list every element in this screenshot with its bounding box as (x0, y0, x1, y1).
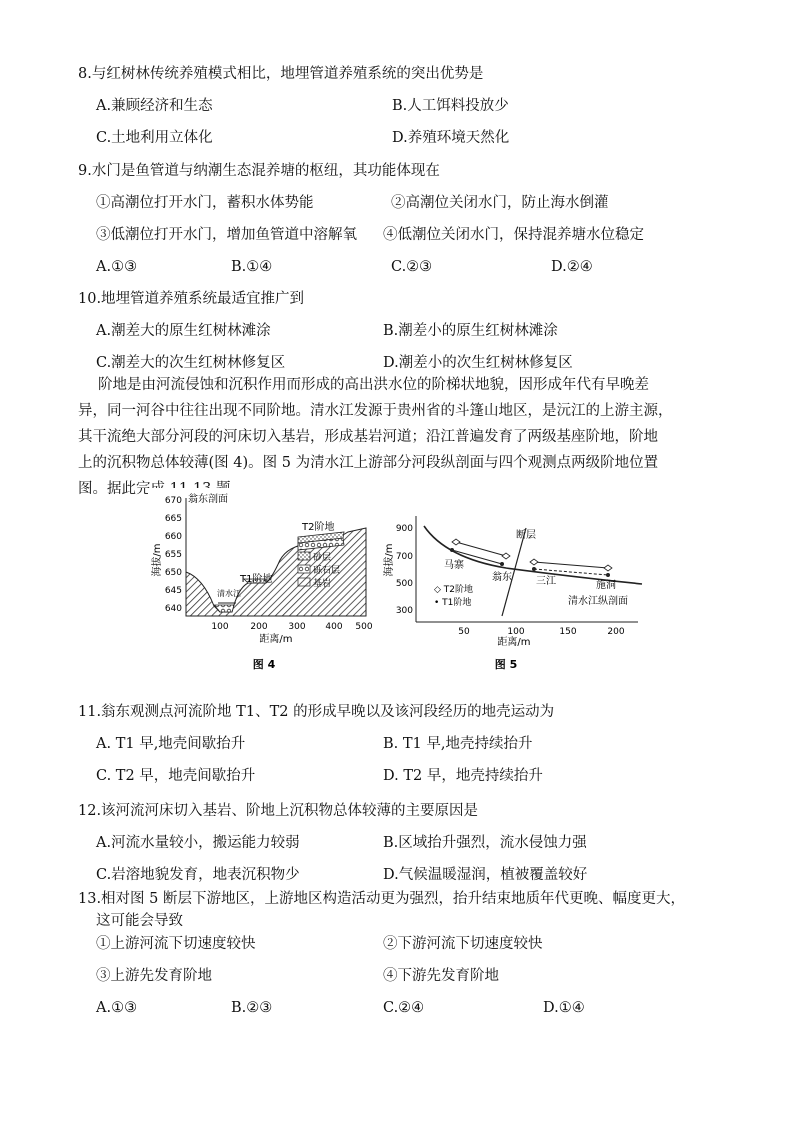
q13-statement-2: ②下游河流下切速度较快 (383, 936, 543, 952)
fig5-legend-t1: • T1阶地 (434, 598, 472, 608)
figure-4 (148, 488, 380, 678)
fig4-title: 翁东剖面 (188, 494, 228, 505)
q13-option-a: A.①③ (96, 1000, 138, 1016)
q10-option-d: D.潮差小的次生红树林修复区 (383, 355, 573, 371)
fig5-t2-downstream (534, 562, 608, 568)
fig4-ytick: 665 (164, 514, 182, 524)
question-13-stem-cont: 这可能会导致 (96, 913, 183, 929)
q11-option-a: A. T1 早,地壳间歇抬升 (96, 736, 246, 752)
fig4-xlabel: 距离/m (259, 634, 293, 645)
fig5-t1-point (500, 562, 504, 566)
fig5-t1-point (606, 573, 610, 577)
q9-statement-3: ③低潮位打开水门，增加鱼管道中溶解氧 (96, 227, 357, 243)
fig4-ytick: 655 (164, 550, 182, 560)
fig5-xtick: 200 (607, 627, 625, 637)
fig4-xtick: 100 (211, 622, 229, 632)
fig4-river-label: 清水江 (217, 589, 241, 598)
fig4-t2-label: T2阶地 (302, 522, 335, 533)
fig4-ytick: 650 (164, 568, 182, 578)
q12-option-d: D.气候温暖湿润，植被覆盖较好 (383, 867, 588, 883)
q12-option-b: B.区域抬升强烈，流水侵蚀力强 (383, 835, 587, 851)
q8-option-a: A.兼顾经济和生态 (96, 98, 213, 114)
q12-option-a: A.河流水量较小，搬运能力较弱 (96, 835, 300, 851)
fig5-site-wengdong: 翁东 (492, 572, 512, 583)
fig4-ytick: 645 (164, 586, 182, 596)
passage-line: 图。据此完成 11-13 题。 (78, 481, 246, 497)
fig5-ytick: 300 (395, 606, 413, 616)
q10-option-b: B.潮差小的原生红树林滩涂 (383, 323, 558, 339)
q9-statement-1: ①高潮位打开水门，蓄积水体势能 (96, 195, 314, 211)
passage-line: 阶地是由河流侵蚀和沉积作用而形成的高出洪水位的阶梯状地貌，因形成年代有早晚差 (98, 377, 649, 393)
fig5-caption: 图 5 (494, 658, 518, 671)
fig4-ytick: 660 (164, 532, 182, 542)
fig5-xtick: 100 (507, 627, 525, 637)
fig5-t2-point (604, 565, 612, 571)
fig4-xtick: 300 (288, 622, 306, 632)
fig4-t1-label: T1阶地 (240, 574, 273, 585)
q13-option-c: C.②④ (383, 1000, 425, 1016)
question-11-stem: 11.翁东观测点河流阶地 T1、T2 的形成早晚以及该河段经历的地壳运动为 (78, 704, 555, 720)
q9-statement-4: ④低潮位关闭水门，保持混养塘水位稳定 (383, 227, 644, 243)
fig5-ytick: 900 (395, 524, 413, 534)
q11-option-b: B. T1 早,地壳持续抬升 (383, 736, 533, 752)
fig5-fault-label: 断层 (516, 530, 536, 541)
fig5-legend-t2: ◇ T2阶地 (434, 585, 474, 595)
fig5-xtick: 150 (559, 627, 577, 637)
fig5-site-shidong: 施洞 (596, 580, 616, 591)
fig5-ylabel: 海拔/m (384, 543, 395, 577)
fig5-ytick: 700 (395, 552, 413, 562)
passage-line: 异，同一河谷中往往出现不同阶地。清水江发源于贵州省的斗篷山地区，是沅江的上游主源， (78, 403, 673, 419)
q13-statement-3: ③上游先发育阶地 (96, 968, 212, 984)
fig4-xtick: 400 (325, 622, 343, 632)
fig4-xtick: 500 (355, 622, 373, 632)
q11-option-d: D. T2 早，地壳持续抬升 (383, 768, 543, 784)
q13-option-d: D.①④ (543, 1000, 585, 1016)
fig5-t2-upstream (456, 542, 506, 556)
fig4-legend-gravel: 砾石层 (313, 566, 341, 576)
q13-option-b: B.②③ (231, 1000, 273, 1016)
q8-option-c: C.土地利用立体化 (96, 130, 213, 146)
fig4-ylabel: 海拔/m (152, 543, 163, 577)
fig5-xlabel: 距离/m (497, 637, 531, 648)
q9-statement-2: ②高潮位关闭水门，防止海水倒灌 (391, 195, 609, 211)
q9-option-d: D.②④ (551, 259, 593, 275)
fig4-legend-sand: 砂层 (313, 553, 332, 563)
passage-line: 上的沉积物总体较薄(图 4)。图 5 为清水江上游部分河段纵剖面与四个观测点两级阶地位置 (78, 455, 659, 471)
q11-option-c: C. T2 早，地壳间歇抬升 (96, 768, 256, 784)
question-8-stem: 8.与红树林传统养殖模式相比，地埋管道养殖系统的突出优势是 (78, 66, 484, 82)
fig4-xtick: 200 (250, 622, 268, 632)
question-10-stem: 10.地埋管道养殖系统最适宜推广到 (78, 291, 305, 307)
fig5-t1-point (532, 567, 536, 571)
q10-option-c: C.潮差大的次生红树林修复区 (96, 355, 286, 371)
fig4-legend-gravel-swatch (298, 565, 310, 573)
q9-option-b: B.①④ (231, 259, 273, 275)
passage (78, 372, 733, 502)
fig5-t2-point (530, 559, 538, 565)
fig4-caption: 图 4 (252, 658, 276, 671)
fig4-legend-rock-swatch (298, 578, 310, 586)
q8-option-d: D.养殖环境天然化 (392, 130, 510, 146)
fig4-legend-rock: 基岩 (313, 579, 332, 589)
figure-5 (386, 488, 644, 678)
q8-option-b: B.人工饵料投放少 (392, 98, 509, 114)
q9-option-a: A.①③ (96, 259, 138, 275)
fig5-profile-label: 清水江纵剖面 (568, 596, 628, 607)
fig5-t1-point (450, 548, 454, 552)
question-13-stem: 13.相对图 5 断层下游地区，上游地区构造活动更为强烈，抬升结束地质年代更晚、幅度更大， (78, 891, 685, 907)
q13-statement-4: ④下游先发育阶地 (383, 968, 499, 984)
question-12-stem: 12.该河流河床切入基岩、阶地上沉积物总体较薄的主要原因是 (78, 803, 479, 819)
fig5-t2-point (452, 539, 460, 545)
q10-option-a: A.潮差大的原生红树林滩涂 (96, 323, 271, 339)
fig5-t2-point (502, 553, 510, 559)
fig5-site-sanjiang: 三江 (536, 576, 556, 587)
fig4-legend-sand-swatch (298, 552, 310, 560)
fig4-ytick: 670 (164, 496, 182, 506)
q9-option-c: C.②③ (391, 259, 433, 275)
fig5-t1-downstream (534, 569, 608, 575)
fig4-ytick: 640 (164, 604, 182, 614)
passage-line: 其干流绝大部分河段的河床切入基岩，形成基岩河道；沿江普遍发育了两级基座阶地，阶地 (78, 429, 658, 445)
fig5-site-mazhai: 马寨 (444, 560, 464, 571)
fig5-xtick: 50 (458, 627, 470, 637)
fig5-ytick: 500 (395, 579, 413, 589)
question-9-stem: 9.水门是鱼管道与纳潮生态混养塘的枢纽，其功能体现在 (78, 163, 440, 179)
q13-statement-1: ①上游河流下切速度较快 (96, 936, 256, 952)
q12-option-c: C.岩溶地貌发育，地表沉积物少 (96, 867, 300, 883)
